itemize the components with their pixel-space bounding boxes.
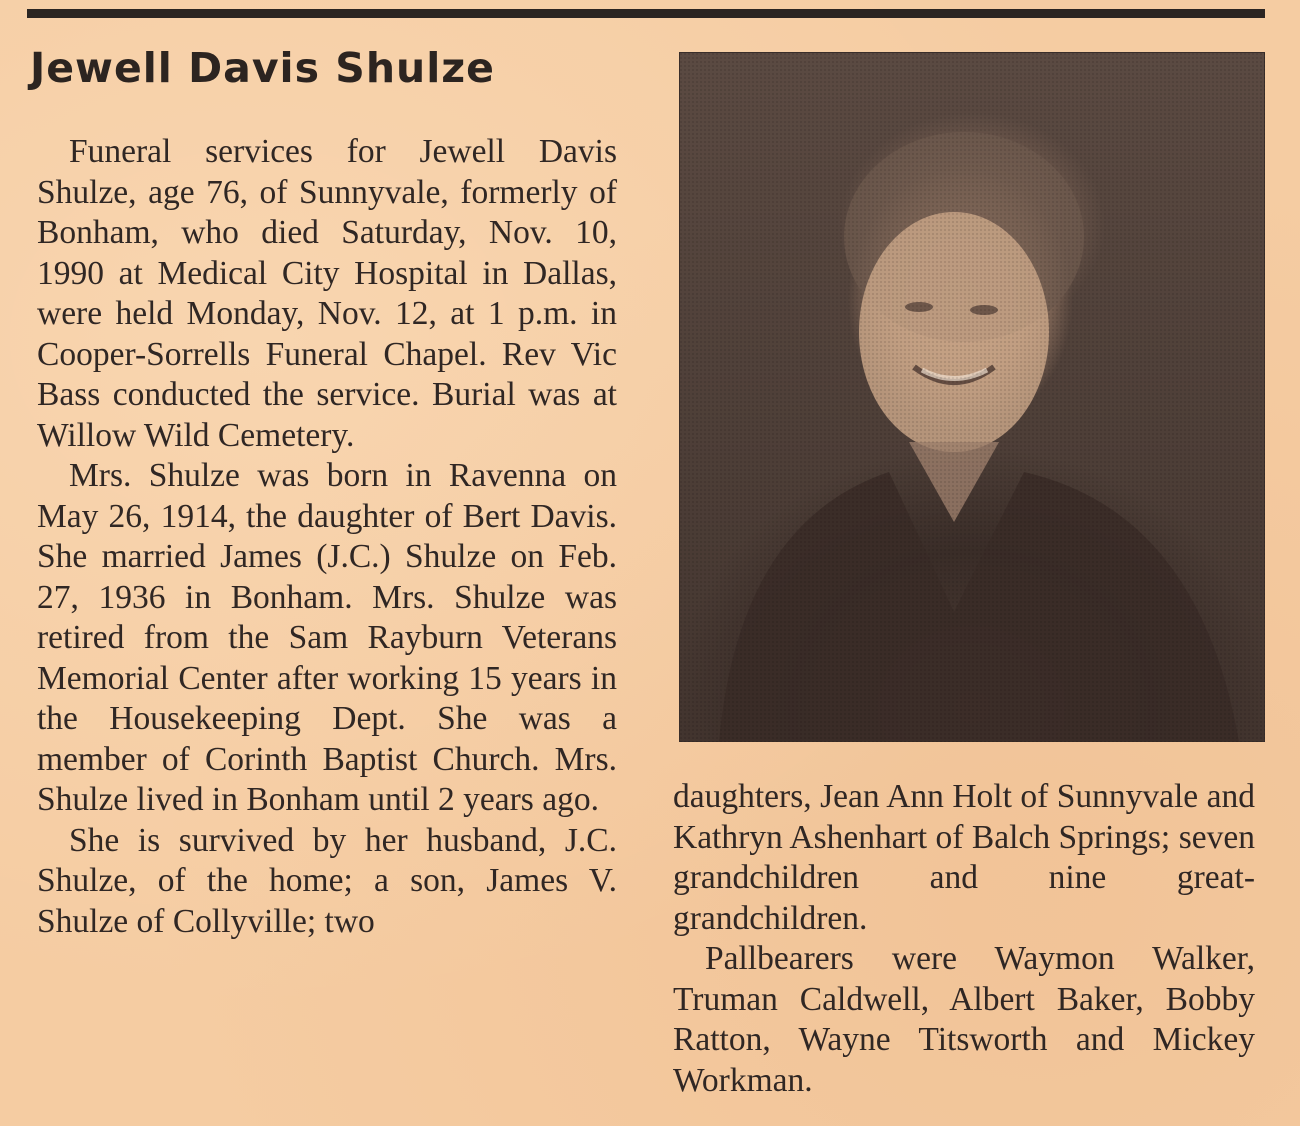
paragraph-survivors-continued: daughters, Jean Ann Holt of Sunnyvale and Kathryn Ashenhart of Balch Springs; seven grandchildren and nine great-grandchildren.	[673, 778, 1255, 937]
paragraph-services: Funeral services for Jewell Davis Shulze, age 76, of Sunnyvale, formerly of Bonham, who died Saturday, Nov. 10, 1990 at Medical City Hospital in Dallas, were held Monday, Nov. 12, at 1 p.m. in Cooper-Sorrells Funeral Chapel. Rev Vic Bass conducted the service. Burial was at Willow Wild Cemetery.	[37, 133, 617, 454]
top-rule-divider	[27, 9, 1265, 18]
paragraph-biography: Mrs. Shulze was born in Ravenna on May 26, 1914, the daughter of Bert Davis. She married James (J.C.) Shulze on Feb. 27, 1936 in Bonham. Mrs. Shulze was retired from the Sam Rayburn Veterans Memorial Center after working 15 years in the Housekeeping Dept. She was a member of Corinth Baptist Church. Mrs. Shulze lived in Bonham until 2 years ago.	[37, 457, 617, 818]
paragraph-survivors: She is survived by her husband, J.C. Shulze, of the home; a son, James V. Shulze of Collyville; two	[37, 821, 617, 940]
obituary-headline: Jewell Davis Shulze	[30, 44, 495, 92]
left-column	[37, 132, 617, 942]
right-column	[673, 777, 1255, 1101]
halftone-grain	[679, 52, 1265, 742]
paragraph-pallbearers: Pallbearers were Waymon Walker, Truman Caldwell, Albert Baker, Bobby Ratton, Wayne Titsworth and Mickey Workman.	[673, 940, 1255, 1099]
portrait-photo	[679, 52, 1265, 742]
